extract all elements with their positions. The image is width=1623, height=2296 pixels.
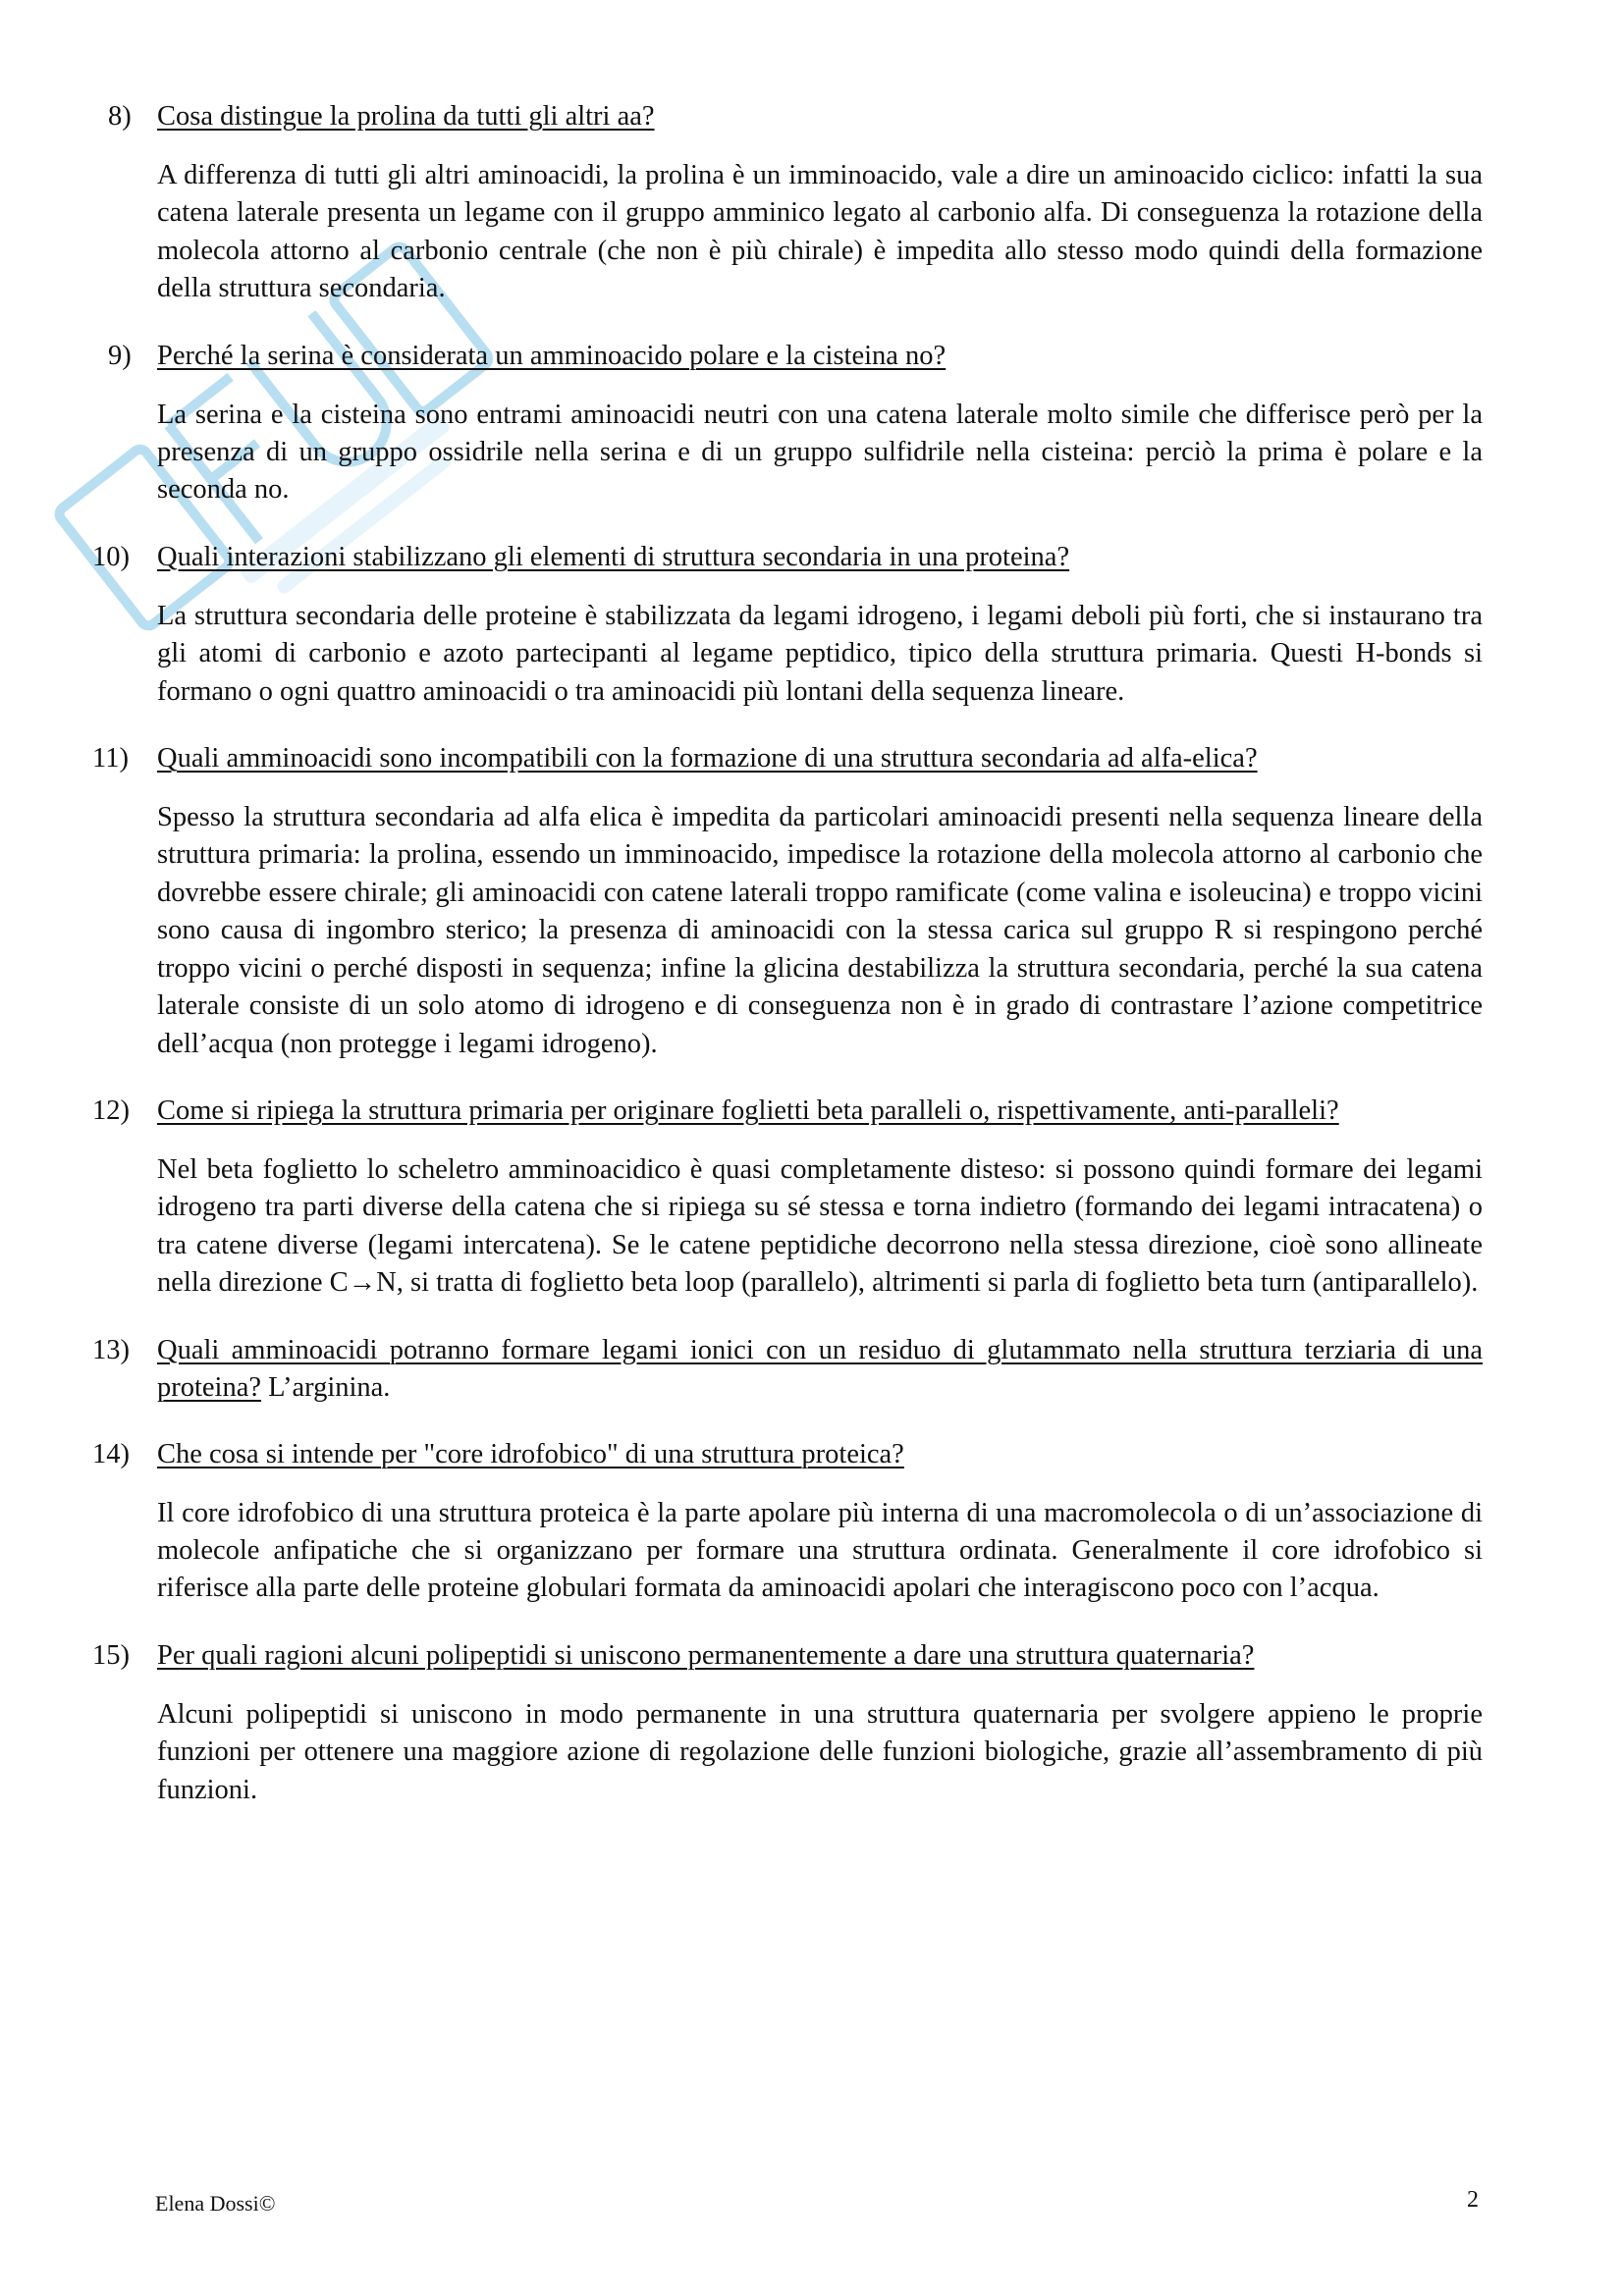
question-number: 12): [92, 1095, 130, 1126]
question-text: Cosa distingue la prolina da tutti gli altri aa?: [157, 101, 655, 132]
question-block-15: [92, 1637, 1483, 1809]
answer-text: Spesso la struttura secondaria ad alfa elica è impedita da particolari aminoacidi presenti nella sequenza lineare della struttura primaria: la prolina, essendo un imminoacido, impedisce la rotazione della molecola attorno al carbonio che dovrebbe essere chirale; gli aminoacidi con catene laterali troppo ramificate (come valina e isoleucina) e troppo vicini sono causa di ingombro sterico; la presenza di aminoacidi con la stessa carica sul gruppo R si respingono perché troppo vicini o perché disposti in sequenza; infine la glicina destabilizza la struttura secondaria, perché la sua catena laterale consiste di un solo atomo di idrogeno e di conseguenza non è in grado di contrastare l’azione competitrice dell’acqua (non protegge i legami idrogeno).: [157, 802, 1483, 1059]
answer-text: Alcuni polipeptidi si uniscono in modo permanente in una struttura quaternaria per svolgere appieno le proprie funzioni per ottenere una maggiore azione di regolazione delle funzioni biologiche, grazie all’assembramento di più funzioni.: [157, 1698, 1483, 1805]
question-number: 15): [92, 1639, 130, 1671]
answer-text: Nel beta foglietto lo scheletro amminoacidico è quasi completamente disteso: si possono quindi formare dei legami idrogeno tra parti diverse della catena che si ripiega su sé stessa e torna indietro (formando dei legami intracatena) o tra catene diverse (legami intercatena). Se le catene peptidiche decorrono nella stessa direzione, cioè sono allineate nella direzione C→N, si tratta di foglietto beta loop (parallelo), altrimenti si parla di foglietto beta turn (antiparallelo).: [157, 1153, 1483, 1299]
question-text: Perché la serina è considerata un amminoacido polare e la cisteina no?: [157, 340, 947, 371]
question-block-9: [108, 338, 1483, 509]
footer-author: Elena Dossi©: [155, 2191, 276, 2216]
question-block-13: [92, 1332, 1483, 1407]
question-block-12: [92, 1093, 1483, 1303]
question-block-8: [108, 98, 1483, 308]
inline-answer: L’arginina.: [261, 1371, 391, 1403]
question-block-14: [92, 1436, 1483, 1608]
question-number: 10): [92, 541, 130, 572]
question-text: Come si ripiega la struttura primaria per originare foglietti beta paralleli o, rispettivamente, anti-paralleli?: [157, 1095, 1339, 1126]
question-number: 13): [92, 1334, 130, 1365]
answer-text: A differenza di tutti gli altri aminoacidi, la prolina è un imminoacido, vale a dire un aminoacido ciclico: infatti la sua catena laterale presenta un legame con il gruppo amminico legato al carbonio alfa. Di conseguenza la rotazione della molecola attorno al carbonio centrale (che non è più chirale) è impedita allo stesso modo quindi della formazione della struttura secondaria.: [157, 160, 1483, 304]
question-block-10: [92, 539, 1483, 711]
question-text: Quali amminoacidi sono incompatibili con la formazione di una struttura secondaria ad alfa-elica?: [157, 743, 1258, 774]
question-text: Quali amminoacidi potranno formare legami ionici con un residuo di glutammato nella struttura terziaria di una proteina?: [157, 1334, 1483, 1403]
answer-text: La struttura secondaria delle proteine è stabilizzata da legami idrogeno, i legami deboli più forti, che si instaurano tra gli atomi di carbonio e azoto partecipanti al legame peptidico, tipico della struttura primaria. Questi H-bonds si formano o ogni quattro aminoacidi o tra aminoacidi più lontani della sequenza lineare.: [157, 600, 1483, 707]
question-text: Che cosa si intende per "core idrofobico" di una struttura proteica?: [157, 1438, 904, 1469]
answer-text: La serina e la cisteina sono entrami aminoacidi neutri con una catena laterale molto simile che differisce però per la presenza di un gruppo ossidrile nella serina e di un gruppo sulfidrile nella cisteina: perciò la prima è polare e la seconda no.: [157, 399, 1483, 506]
question-number: 9): [108, 340, 132, 371]
questions-list: [92, 98, 1483, 1839]
question-number: 11): [92, 743, 129, 774]
question-block-11: [92, 740, 1483, 1063]
question-text: Per quali ragioni alcuni polipeptidi si uniscono permanentemente a dare una struttura quaternaria?: [157, 1639, 1255, 1671]
answer-text: Il core idrofobico di una struttura proteica è la parte apolare più interna di una macromolecola o di un’associazione di molecole anfipatiche che si organizzano per formare una struttura ordinata. Generalmente il core idrofobico si riferisce alla parte delle proteine globulari formata da aminoacidi apolari che interagiscono poco con l’acqua.: [157, 1497, 1483, 1604]
question-text: Quali interazioni stabilizzano gli elementi di struttura secondaria in una proteina?: [157, 541, 1070, 572]
question-number: 14): [92, 1438, 130, 1469]
page-number: 2: [1467, 2187, 1479, 2213]
question-number: 8): [108, 101, 132, 132]
